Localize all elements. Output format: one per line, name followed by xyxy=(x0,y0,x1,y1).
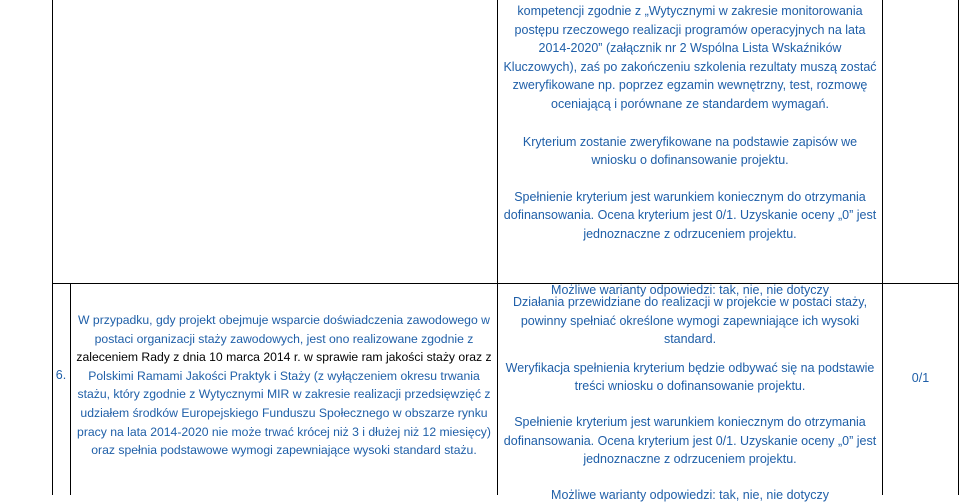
text-line: powinny spełniać określone wymogi zapewniające ich wysoki xyxy=(520,313,860,328)
text-line: postępu rzeczowego realizacji programów operacyjnych na lata xyxy=(514,22,866,37)
text-line: standard. xyxy=(663,332,717,347)
text-line: Weryfikacja spełnienia kryterium będzie odbywać się na podstawie xyxy=(505,360,875,375)
text-line: pracy na lata 2014-2020 nie może trwać krócej niż 3 i dłużej niż 12 miesięcy) xyxy=(77,424,491,439)
text-line: Możliwe warianty odpowiedzi: tak, nie, nie dotyczy xyxy=(551,282,829,297)
border-left xyxy=(52,0,53,495)
text-line: oceniającą i porównane ze standardem wymagań. xyxy=(551,96,829,111)
row-number: 6. xyxy=(55,368,67,382)
prev-para-2 xyxy=(498,133,882,170)
text-line: jednoznaczne z odrzuceniem projektu. xyxy=(583,226,797,241)
text-line: Kluczowych), zaś po zakończeniu szkolenia rezultaty muszą zostać xyxy=(503,59,877,74)
text-line: Kryterium zostanie zweryfikowane na podstawie zapisów we xyxy=(522,134,858,149)
text-line: Możliwe warianty odpowiedzi: tak, nie, nie dotyczy xyxy=(551,487,829,502)
text-line: kompetencji zgodnie z „Wytycznymi w zakresie monitorowania xyxy=(517,4,863,18)
border-col-criteria-right xyxy=(882,0,883,495)
text-line: stażu, który zgodnie z Wytycznymi MIR w zakresie realizacji przedsięwzięć z xyxy=(77,387,491,402)
row6-para-2 xyxy=(498,359,882,396)
text-line: Działania przewidziane do realizacji w projekcie w postaci staży, xyxy=(512,295,868,309)
text-line: Spełnienie kryterium jest warunkiem koniecznym do otrzymania xyxy=(514,189,866,204)
text-line: dofinansowania. Ocena kryterium jest 0/1. Uzyskanie oceny „0” jest xyxy=(503,208,877,223)
text-line: W przypadku, gdy projekt obejmuje wsparcie doświadczenia zawodowego w xyxy=(78,313,490,327)
criterion-description xyxy=(71,311,497,460)
text-line: jednoznaczne z odrzuceniem projektu. xyxy=(583,452,797,467)
prev-row-criteria-cell xyxy=(498,2,882,299)
score-cell: 0/1 xyxy=(911,371,930,385)
row6-para-3 xyxy=(498,413,882,469)
criterion-explanation xyxy=(498,293,882,504)
text-line: Polskimi Ramami Jakości Praktyk i Staży (z wyłączeniem okresu trwania xyxy=(88,368,480,383)
text-line: zweryfikowane np. poprzez egzamin wewnętrzny, test, rozmowę xyxy=(512,78,868,93)
text-line: zaleceniem Rady z dnia 10 marca 2014 r. w sprawie ram jakości staży oraz z xyxy=(76,350,492,365)
text-line: udziałem środków Europejskiego Funduszu Społecznego w obszarze rynku xyxy=(80,405,488,420)
text-line: 2014-2020” (załącznik nr 2 Wspólna Lista Wskaźników xyxy=(538,41,842,56)
prev-para-1 xyxy=(498,2,882,114)
text-line: wniosku o dofinansowanie projektu. xyxy=(591,153,789,168)
text-line: treści wniosku o dofinansowanie projektu. xyxy=(574,379,806,394)
text-line: postaci organizacji staży zawodowych, jest ono realizowane zgodnie z xyxy=(94,331,474,346)
row6-para-1 xyxy=(498,293,882,349)
prev-para-3 xyxy=(498,188,882,244)
text-line: dofinansowania. Ocena kryterium jest 0/1. Uzyskanie oceny „0” jest xyxy=(503,433,877,448)
text-line: oraz spełnia podstawowe wymogi zapewniające wysoki standard stażu. xyxy=(91,443,477,458)
text-line: Spełnienie kryterium jest warunkiem koniecznym do otrzymania xyxy=(514,414,866,429)
